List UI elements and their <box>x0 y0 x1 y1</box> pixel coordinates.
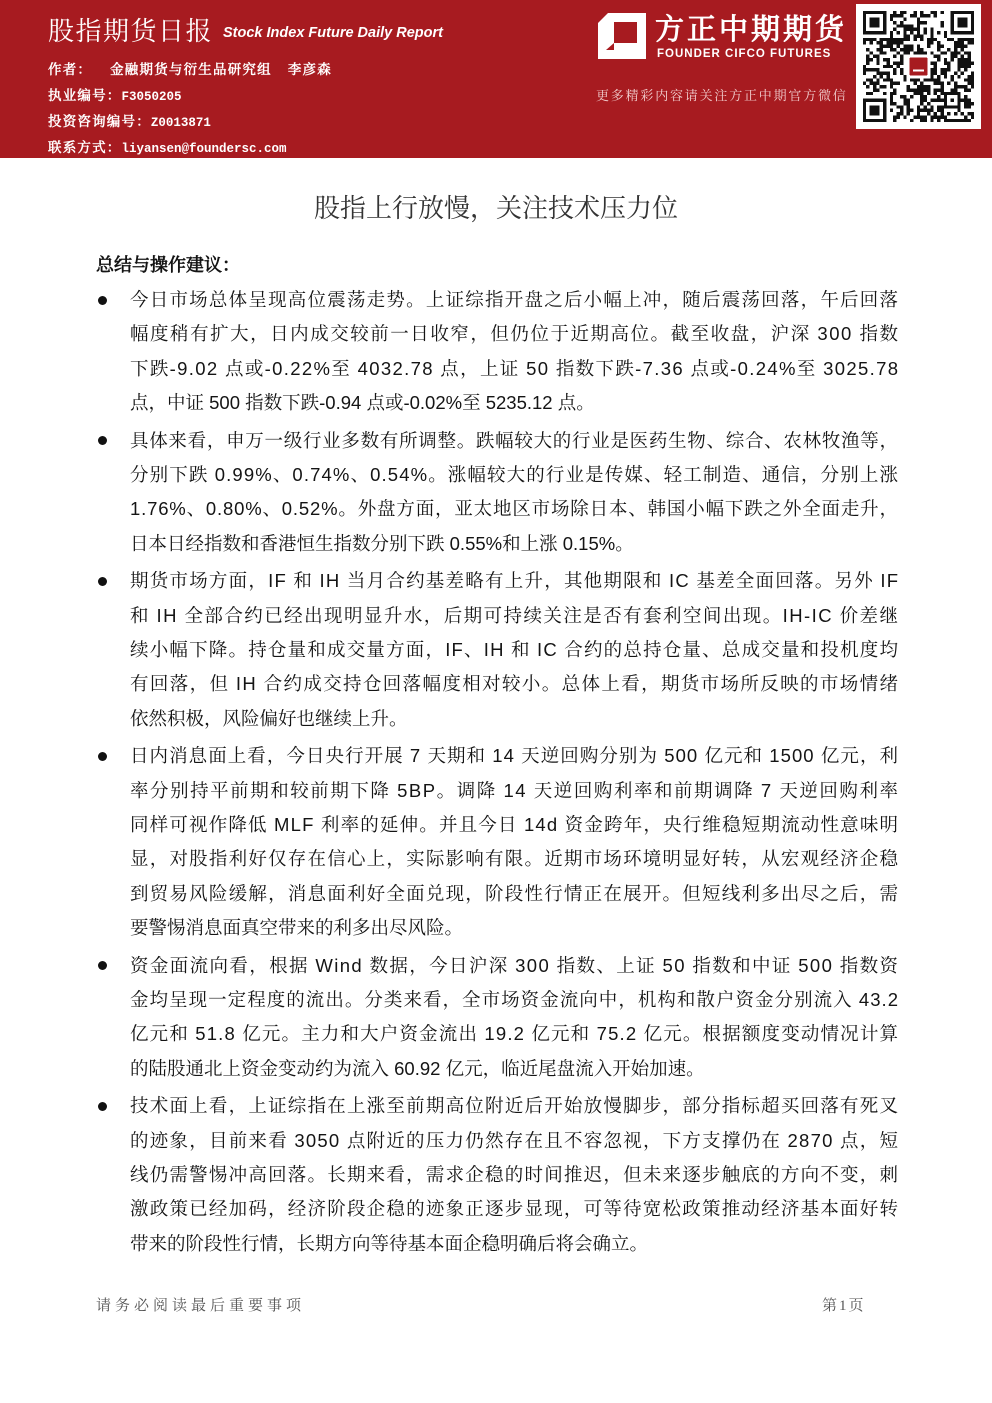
bullet-dot-icon <box>98 296 107 305</box>
paragraph-line: 亿元和 51.8 亿元。主力和大户资金流出 19.2 亿元和 75.2 亿元。根据额度变动情况计算 <box>130 1023 900 1045</box>
contact-label: 联系方式： <box>48 140 122 155</box>
author-label: 作者： <box>48 62 93 77</box>
footer-disclaimer-notice: 请务必阅读最后重要事项 <box>96 1298 306 1314</box>
paragraph-line: 率分别持平前期和较前期下降 5BP。调降 14 天逆回购利率和前期调降 7 天逆回购利率 <box>130 779 900 801</box>
author-name: 李彦森 <box>287 62 332 77</box>
consult-label: 投资咨询编号： <box>48 114 151 129</box>
qr-center-logo-mark <box>913 70 924 72</box>
paragraph-line: 的迹象，目前来看 3050 点附近的压力仍然存在且不容忽视，下方支撑仍在 2870 点，短 <box>130 1129 900 1151</box>
author-row <box>48 62 332 78</box>
brand-name: 方正中期期货 <box>655 14 848 46</box>
bullet-dot-icon <box>98 577 107 586</box>
qr-code[interactable] <box>856 4 981 129</box>
bullet-dot-icon <box>98 752 107 761</box>
paragraph-line: 带来的阶段性行情，长期方向等待基本面企稳明确后将会确立。 <box>130 1232 649 1254</box>
founder-logo-icon <box>598 13 646 59</box>
bullet-dot-icon <box>98 961 107 970</box>
report-series-title: 股指期货日报 <box>48 16 214 46</box>
consult-value: Z0013871 <box>150 116 211 130</box>
consult-row <box>48 114 211 131</box>
paragraph-line: 要警惕消息面真空带来的利多出尽风险。 <box>130 916 464 938</box>
license-row <box>48 88 182 105</box>
paragraph-line: 显，对股指利好仅存在信心上，实际影响有限。近期市场环境明显好转，从宏观经济企稳 <box>130 848 900 870</box>
paragraph-line: 具体来看，申万一级行业多数有所调整。跌幅较大的行业是医药生物、综合、农林牧渔等， <box>130 429 899 451</box>
logo-inner-window <box>614 22 637 43</box>
brand-name-en: FOUNDER CIFCO FUTURES <box>657 48 832 60</box>
report-series-subtitle: Stock Index Future Daily Report <box>223 25 443 41</box>
page-title: 股指上行放慢，关注技术压力位 <box>313 193 678 223</box>
page-number: 第1页 <box>822 1298 866 1314</box>
paragraph-line: 同样可视作降低 MLF 利率的延伸。并且今日 14d 资金跨年，央行维稳短期流动性意味明 <box>130 813 900 835</box>
bullet-paragraph <box>96 283 898 420</box>
report-header <box>0 0 992 158</box>
bullet-paragraph <box>96 739 898 945</box>
paragraph-line: 今日市场总体呈现高位震荡走势。上证综指开盘之后小幅上冲，随后震荡回落，午后回落 <box>130 289 900 310</box>
paragraph-line: 依然积极，风险偏好也继续上升。 <box>130 707 408 729</box>
license-label: 执业编号： <box>48 88 122 103</box>
paragraph-line: 金均呈现一定程度的流出。分类来看，全市场资金流向中，机构和散户资金分别流入 43.2 <box>130 988 900 1010</box>
section-heading: 总结与操作建议： <box>96 255 240 275</box>
bullet-paragraph <box>96 564 898 735</box>
paragraph-line: 分别下跌 0.99%、0.74%、0.54%。涨幅较大的行业是传媒、轻工制造、通信，分别上涨 <box>130 463 900 485</box>
qr-center-logo <box>909 57 927 75</box>
contact-email[interactable]: liyansen@foundersc.com <box>121 142 287 156</box>
paragraph-line: 和 IH 全部合约已经出现明显升水，后期可持续关注是否有套利空间出现。IH-IC 价差继 <box>130 604 900 626</box>
paragraph-line: 到贸易风险缓解，消息面利好全面兑现，阶段性行情正在展开。但短线利多出尽之后，需 <box>130 882 900 904</box>
qr-code-frame[interactable] <box>856 4 981 129</box>
contact-row <box>48 140 287 157</box>
wechat-note: 更多精彩内容请关注方正中期官方微信 <box>596 88 848 103</box>
author-group: 金融期货与衍生品研究组 <box>110 62 272 77</box>
paragraph-line: 点，中证 500 指数下跌-0.94 点或-0.02%至 5235.12 点。 <box>130 391 595 413</box>
paragraph-line: 幅度稍有扩大，日内成交较前一日收窄，但仍位于近期高位。截至收盘，沪深 300 指数 <box>130 323 900 345</box>
paragraph-line: 资金面流向看，根据 Wind 数据，今日沪深 300 指数、上证 50 指数和中证 500 指数资 <box>130 954 900 976</box>
bullet-dot-icon <box>98 436 107 445</box>
paragraph-line: 下跌-9.02 点或-0.22%至 4032.78 点，上证 50 指数下跌-7.36 点或-0.24%至 3025.78 <box>130 357 900 379</box>
paragraph-line: 期货市场方面，IF 和 IH 当月合约基差略有上升，其他期限和 IC 基差全面回落。另外 IF <box>130 570 900 592</box>
paragraph-line: 的陆股通北上资金变动约为流入 60.92 亿元，临近尾盘流入开始加速。 <box>130 1057 705 1079</box>
paragraph-line: 1.76%、0.80%、0.52%。外盘方面，亚太地区市场除日本、韩国小幅下跌之外全面走升， <box>130 498 899 520</box>
paragraph-line: 技术面上看，上证综指在上涨至前期高位附近后开始放慢脚步，部分指标超买回落有死叉 <box>130 1095 900 1117</box>
summary-bullet-list <box>96 283 898 1264</box>
paragraph-line: 有回落，但 IH 合约成交持仓回落幅度相对较小。总体上看，期货市场所反映的市场情绪 <box>130 673 900 695</box>
paragraph-line: 线仍需警惕冲高回落。长期来看，需求企稳的时间推迟，但未来逐步触底的方向不变，刺 <box>130 1163 900 1185</box>
paragraph-line: 续小幅下降。持仓量和成交量方面，IF、IH 和 IC 合约的总持仓量、总成交量和投机度均 <box>130 638 900 660</box>
bullet-dot-icon <box>98 1102 107 1111</box>
paragraph-line: 日内消息面上看，今日央行开展 7 天期和 14 天逆回购分别为 500 亿元和 1500 亿元，利 <box>130 745 900 767</box>
bullet-paragraph <box>96 424 898 561</box>
bullet-paragraph <box>96 1089 898 1260</box>
paragraph-line: 日本日经指数和香港恒生指数分别下跌 0.55%和上涨 0.15%。 <box>130 532 634 554</box>
bullet-paragraph <box>96 949 898 1086</box>
paragraph-line: 激政策已经加码，经济阶段企稳的迹象正逐步显现，可等待宽松政策推动经济基本面好转 <box>130 1198 900 1220</box>
license-value: F3050205 <box>121 90 182 104</box>
